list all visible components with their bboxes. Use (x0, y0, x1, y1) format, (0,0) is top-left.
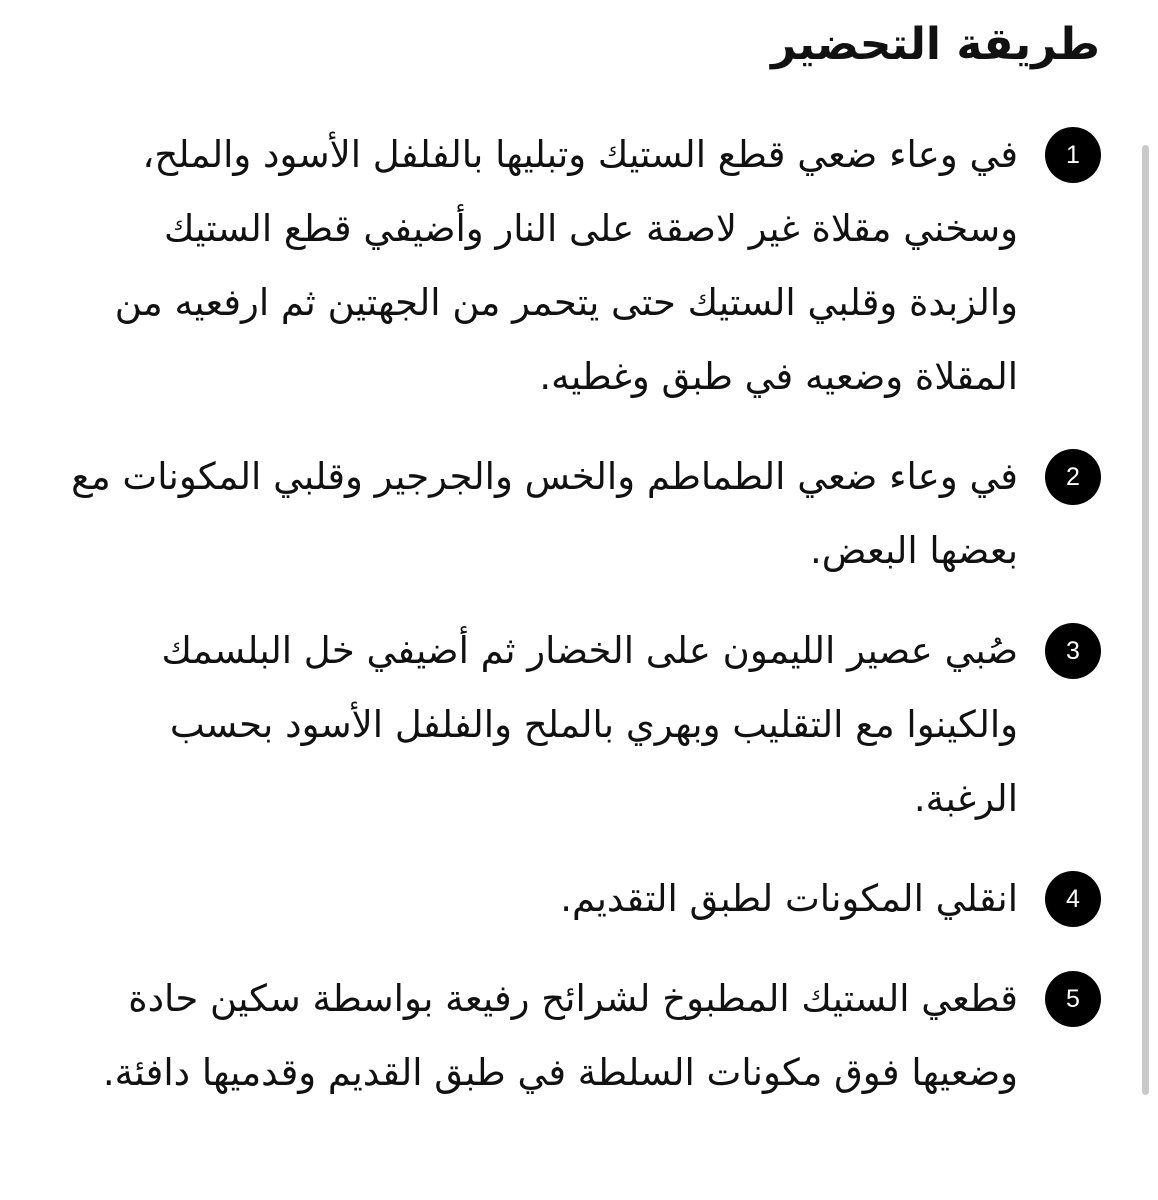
step-number-badge: 3 (1045, 623, 1101, 679)
step-item (0, 862, 1158, 936)
step-text: في وعاء ضعي قطع الستيك وتبليها بالفلفل الأسود والملح، وسخني مقلاة غير لاصقة على النار وأضيفي قطع الستيك والزبدة وقلبي الستيك حتى يتحمر من الجهتين ثم ارفعيه من المقلاة وضعيه في طبق وغطيه. (114, 133, 1018, 398)
step-number-badge: 1 (1045, 127, 1101, 183)
step-number-badge: 4 (1045, 871, 1101, 927)
scrollbar[interactable] (1142, 145, 1149, 1095)
steps-list (0, 118, 1158, 1136)
step-number-badge: 2 (1045, 449, 1101, 505)
step-text: صُبي عصير الليمون على الخضار ثم أضيفي خل البلسمك والكينوا مع التقليب وبهري بالملح والفلفل الأسود بحسب الرغبة. (161, 629, 1018, 820)
step-text: قطعي الستيك المطبوخ لشرائح رفيعة بواسطة سكين حادة وضعيها فوق مكونات السلطة في طبق القديم وقدميها دافئة. (102, 977, 1018, 1094)
page-title: طريقة التحضير (771, 19, 1100, 70)
step-item (0, 118, 1158, 414)
step-text: في وعاء ضعي الطماطم والخس والجرجير وقلبي المكونات مع بعضها البعض. (71, 455, 1018, 572)
step-number-badge: 5 (1045, 971, 1101, 1027)
step-text: انقلي المكونات لطبق التقديم. (560, 877, 1018, 920)
step-item (0, 614, 1158, 836)
step-item (0, 440, 1158, 588)
step-item (0, 962, 1158, 1110)
